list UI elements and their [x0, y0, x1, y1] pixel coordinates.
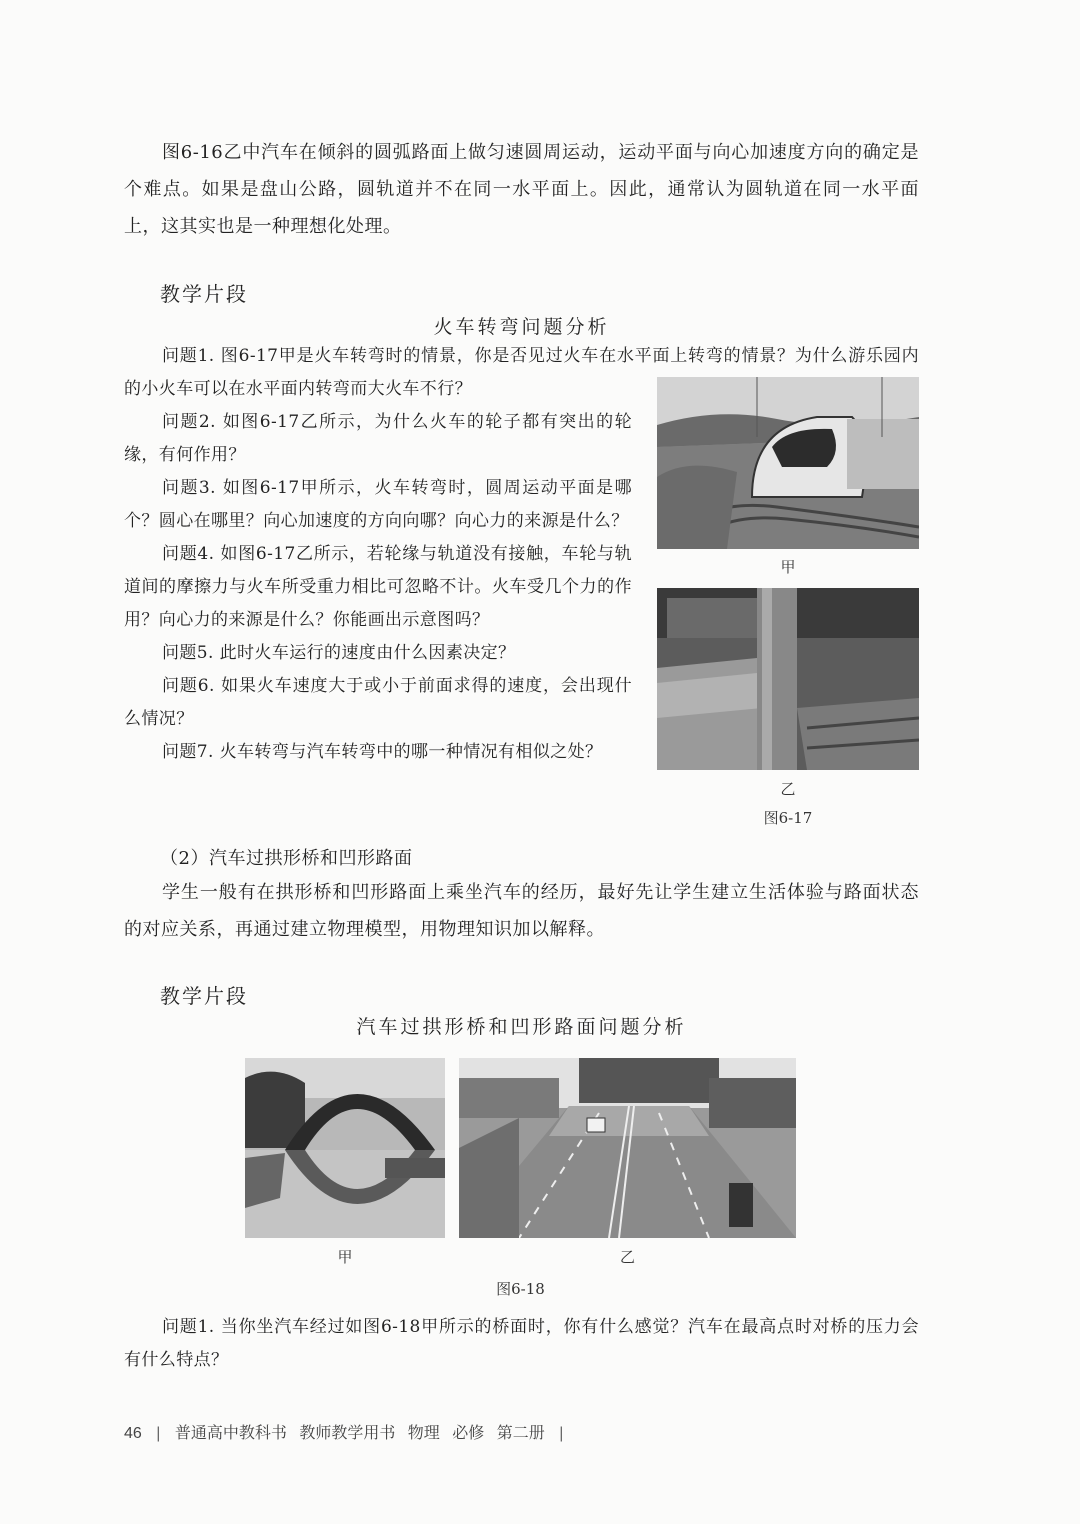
question-3: 问题3. 如图6-17甲所示，火车转弯时，圆周运动平面是哪个？圆心在哪里？向心加速度的方向向哪？向心力的来源是什么？ [124, 478, 632, 531]
dipped-road-photo [459, 1058, 796, 1238]
footer-item-teacher: 教师教学用书 [299, 1425, 396, 1442]
segment2-question-1: 问题1. 当你坐汽车经过如图6-18甲所示的桥面时，你有什么感觉？汽车在最高点时对桥的压力会有什么特点？ [124, 1317, 919, 1370]
train-curve-photo [657, 377, 919, 549]
footer-item-required: 必修 [452, 1425, 485, 1442]
footer-item-book: 普通高中教科书 [174, 1425, 287, 1442]
arch-bridge-photo [245, 1058, 445, 1238]
section-body: 学生一般有在拱形桥和凹形路面上乘坐汽车的经历，最好先让学生建立生活体验与路面状态的对应关系，再通过建立物理模型，用物理知识加以解释。 [124, 882, 919, 940]
segment-heading: 教学片段 [160, 282, 248, 306]
question-5: 问题5. 此时火车运行的速度由什么因素决定？ [162, 643, 516, 663]
page-footer: 46 | 普通高中教科书 教师教学用书 物理 必修 第二册 | [124, 1425, 564, 1442]
footer-item-subject: 物理 [407, 1425, 440, 1442]
caption-yi: 乙 [780, 780, 796, 798]
section-heading: （2）汽车过拱形桥和凹形路面 [160, 848, 413, 869]
caption-jia: 甲 [780, 558, 796, 576]
caption-yi-2: 乙 [619, 1248, 635, 1266]
intro-paragraph: 图6-16乙中汽车在倾斜的圆弧路面上做匀速圆周运动，运动平面与向心加速度方向的确定是个难点。如果是盘山公路，圆轨道并不在同一水平面上。因此，通常认为圆轨道在同一水平面上，这其实也是一种理想化处理。 [124, 142, 919, 237]
segment2-heading: 教学片段 [160, 984, 248, 1008]
figure-6-17-caption: 图6-17 [763, 809, 813, 827]
footer-item-volume: 第二册 [496, 1425, 545, 1442]
segment-title: 火车转弯问题分析 [433, 316, 610, 338]
question-1: 问题1. 图6-17甲是火车转弯时的情景，你是否见过火车在水平面上转弯的情景？为什么游乐园内的小火车可以在水平面内转弯而大火车不行？ [124, 346, 919, 399]
question-2: 问题2. 如图6-17乙所示，为什么火车的轮子都有突出的轮缘，有何作用？ [124, 412, 632, 465]
question-7: 问题7. 火车转弯与汽车转弯中的哪一种情况有相似之处？ [162, 742, 603, 762]
question-column [124, 406, 632, 769]
page-number: 46 [124, 1425, 142, 1442]
question-4: 问题4. 如图6-17乙所示，若轮缘与轨道没有接触，车轮与轨道间的摩擦力与火车所受重力相比可忽略不计。火车受几个力的作用？向心力的来源是什么？你能画出示意图吗？ [124, 544, 632, 630]
wheel-flange-photo [657, 588, 919, 770]
figure-6-18-caption: 图6-18 [496, 1280, 545, 1298]
caption-jia-2: 甲 [337, 1248, 353, 1266]
question-6: 问题6. 如果火车速度大于或小于前面求得的速度，会出现什么情况？ [124, 676, 632, 729]
segment2-title: 汽车过拱形桥和凹形路面问题分析 [356, 1016, 687, 1038]
